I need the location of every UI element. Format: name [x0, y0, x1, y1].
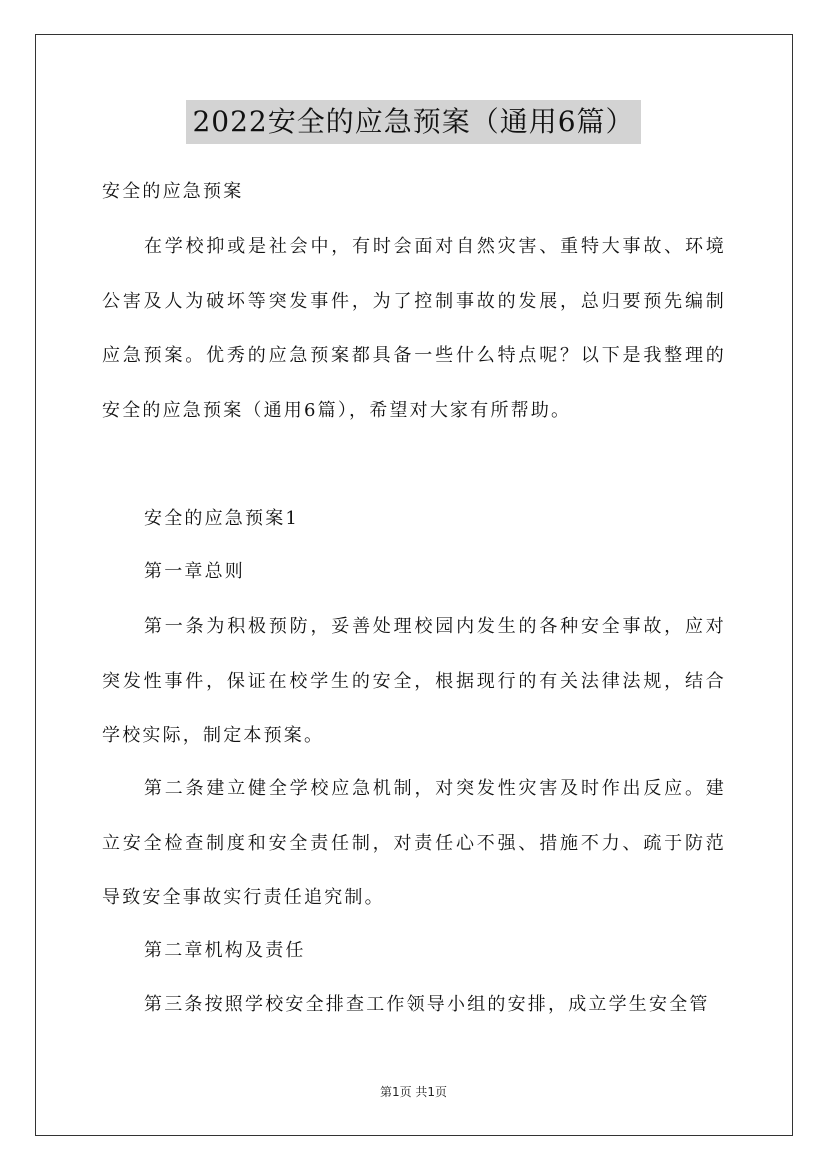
document-title: 2022安全的应急预案（通用6篇） [186, 100, 640, 144]
chapter-1-heading: 第一章总则 [144, 561, 245, 582]
title-container [0, 100, 827, 144]
section-heading: 安全的应急预案1 [144, 508, 300, 529]
chapter-2-heading: 第二章机构及责任 [144, 940, 306, 961]
page-number-footer: 第1页 共1页 [379, 1085, 448, 1099]
intro-paragraph: 在学校抑或是社会中，有时会面对自然灾害、重特大事故、环境公害及人为破坏等突发事件，为了控制事故的发展，总归要预先编制应急预案。优秀的应急预案都具备一些什么特点呢？以下是我整理的安全的应急预案（通用6篇），希望对大家有所帮助。 [102, 236, 726, 421]
article-3-paragraph: 第三条按照学校安全排查工作领导小组的安排，成立学生安全管 [144, 994, 710, 1015]
article-1-paragraph: 第一条为积极预防，妥善处理校园内发生的各种安全事故，应对突发性事件，保证在校学生的安全，根据现行的有关法律法规，结合学校实际，制定本预案。 [102, 616, 726, 746]
intro-heading: 安全的应急预案 [102, 181, 244, 202]
article-2-paragraph: 第二条建立健全学校应急机制，对突发性灾害及时作出反应。建立安全检查制度和安全责任制，对责任心不强、措施不力、疏于防范导致安全事故实行责任追究制。 [102, 778, 726, 908]
